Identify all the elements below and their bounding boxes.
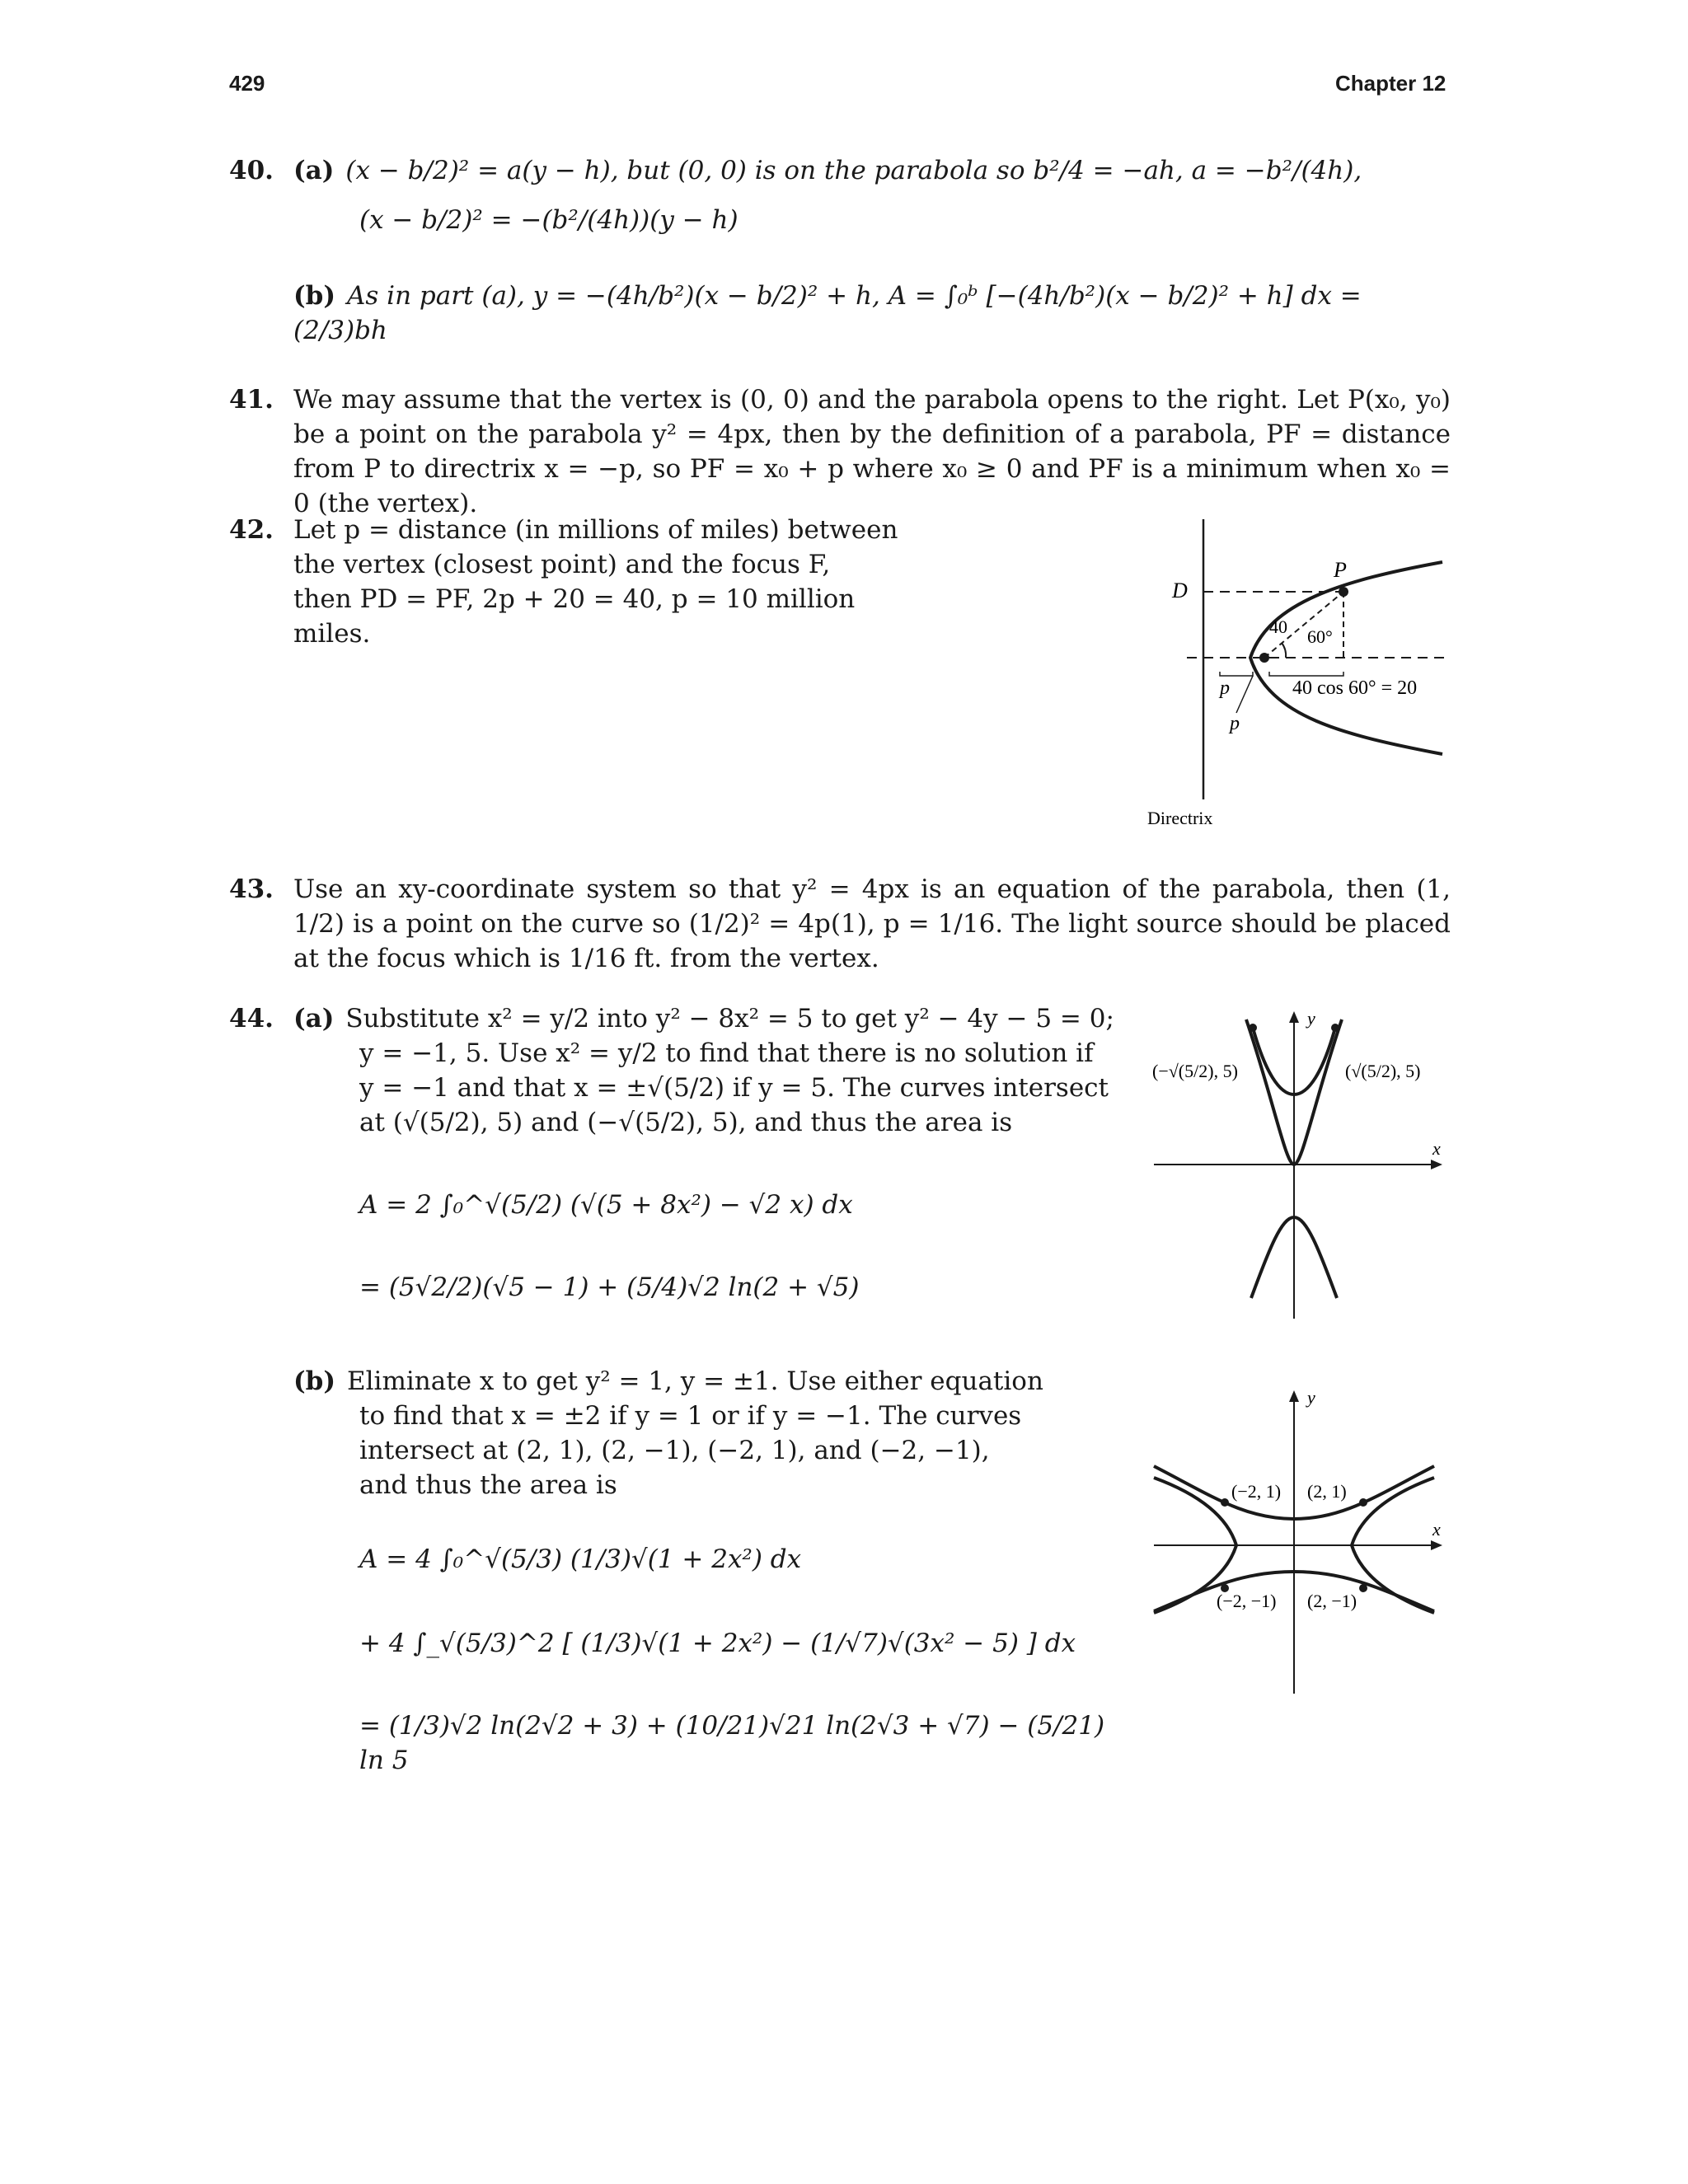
text-line: Eliminate x to get y² = 1, y = ±1. Use either equation [347,1366,1043,1396]
chapter-title: Chapter 12 [1335,71,1447,96]
focus-point [1259,653,1269,663]
p-pointer [1236,676,1253,713]
label-p2: p [1230,713,1240,734]
angle-arc [1282,643,1286,658]
figure-44a [1146,1001,1459,1319]
x-label: x [1432,1138,1441,1159]
point-label-br: (2, −1) [1307,1591,1357,1611]
text-line: Substitute x² = y/2 into y² − 8x² = 5 to get y² − 4y − 5 = 0; [345,1004,1114,1033]
problem-42 [229,513,938,651]
label-p-point: P [1334,558,1347,582]
intersection-point [1359,1584,1367,1592]
y-label: y [1307,1387,1315,1408]
point-label-tl: (−2, 1) [1231,1481,1282,1502]
point-label-left: (−√(5/2), 5) [1152,1061,1238,1081]
label-p1: p [1220,677,1230,699]
y-label: y [1307,1008,1315,1029]
figure-44b [1146,1380,1459,1702]
label-60: 60° [1307,626,1333,647]
page-number: 429 [229,71,265,96]
problem-43 [229,872,1451,976]
x-axis-arrow [1431,1540,1442,1550]
point-label-bl: (−2, −1) [1217,1591,1277,1611]
parabola-orbit-figure [1147,511,1467,832]
point-label-right: (√(5/2), 5) [1345,1061,1421,1081]
brace-p [1220,672,1253,676]
text-line: Let p = distance (in millions of miles) between [293,515,898,545]
problem-number: 41. [229,385,274,415]
text-line: at (√(5/2), 5) and (−√(5/2), 5), and thus the area is [359,1108,1013,1137]
problem-40 [229,153,1451,348]
problem-number: 42. [229,515,274,545]
equation-line: (x − b/2)² = −(b²/(4h))(y − h) [359,205,738,235]
label-d: D [1172,579,1188,602]
y-axis-arrow [1289,1011,1299,1023]
problem-41 [229,382,1451,521]
problem-text: Use an xy-coordinate system so that y² = 4px is an equation of the parabola, then (1, 1/2) is a point on the curve so (1/2)² = 4p(1), p = 1/16. The light source should be placed at the focus which is 1/16 ft. from the vertex. [293,874,1451,973]
intersection-point [1331,1024,1339,1032]
label-cos: 40 cos 60° = 20 [1292,677,1418,699]
text-line: y = −1 and that x = ±√(5/2) if y = 5. The curves intersect [359,1073,1109,1103]
text-line: the vertex (closest point) and the focus F, [293,550,831,579]
text-line: then PD = PF, 2p + 20 = 40, p = 10 million miles. [293,584,856,649]
problem-text: We may assume that the vertex is (0, 0) and the parabola opens to the right. Let P(x₀, y₀) be a point on the parabola y² = 4px, then by the definition of a parabola, PF = distance from P to directrix x = −p, so PF = x₀ + p where x₀ ≥ 0 and PF is a minimum when x₀ = 0 (the vertex). [293,385,1451,518]
problem-number: 44. [229,1004,274,1033]
text-line: to find that x = ±2 if y = 1 or if y = −1. The curves [359,1401,1022,1431]
point-p [1339,587,1348,597]
y-axis-arrow [1289,1390,1299,1402]
equation-line: = (5√2/2)(√5 − 1) + (5/4)√2 ln(2 + √5) [359,1272,860,1302]
part-label: (a) [293,1004,335,1033]
label-directrix: Directrix [1147,808,1213,828]
equation-line: + 4 ∫_√(5/3)^2 [ (1/3)√(1 + 2x²) − (1/√7)√(3x² − 5) ] dx [359,1629,1076,1658]
problem-number: 40. [229,156,274,185]
x-label: x [1432,1519,1441,1540]
equation-line: A = 2 ∫₀^√(5/2) (√(5 + 8x²) − √2 x) dx [359,1190,853,1220]
equation-line: (x − b/2)² = a(y − h), but (0, 0) is on the parabola so b²/4 = −ah, a = −b²/(4h), [345,156,1362,185]
equation-line: = (1/3)√2 ln(2√2 + 3) + (10/21)√21 ln(2√3 + √7) − (5/21) ln 5 [359,1711,1105,1775]
text-line: intersect at (2, 1), (2, −1), (−2, 1), and (−2, −1), [359,1436,990,1465]
intersection-point [1221,1498,1229,1507]
intersection-point [1249,1024,1257,1032]
brace-20 [1269,672,1343,676]
part-label: (a) [293,156,335,185]
equation-line: As in part (a), y = −(4h/b²)(x − b/2)² + h, A = ∫₀ᵇ [−(4h/b²)(x − b/2)² + h] dx = (2/3)bh [293,281,1362,345]
problem-number: 43. [229,874,274,904]
text-line: y = −1, 5. Use x² = y/2 to find that there is no solution if [359,1038,1094,1068]
x-axis-arrow [1431,1160,1442,1169]
problem-44 [229,1001,1119,1778]
label-40: 40 [1269,616,1287,637]
equation-line: A = 4 ∫₀^√(5/3) (1/3)√(1 + 2x²) dx [359,1544,802,1574]
part-label: (b) [293,281,336,311]
point-label-tr: (2, 1) [1307,1481,1347,1502]
text-line: and thus the area is [359,1470,617,1500]
intersection-point [1359,1498,1367,1507]
part-label: (b) [293,1366,336,1396]
